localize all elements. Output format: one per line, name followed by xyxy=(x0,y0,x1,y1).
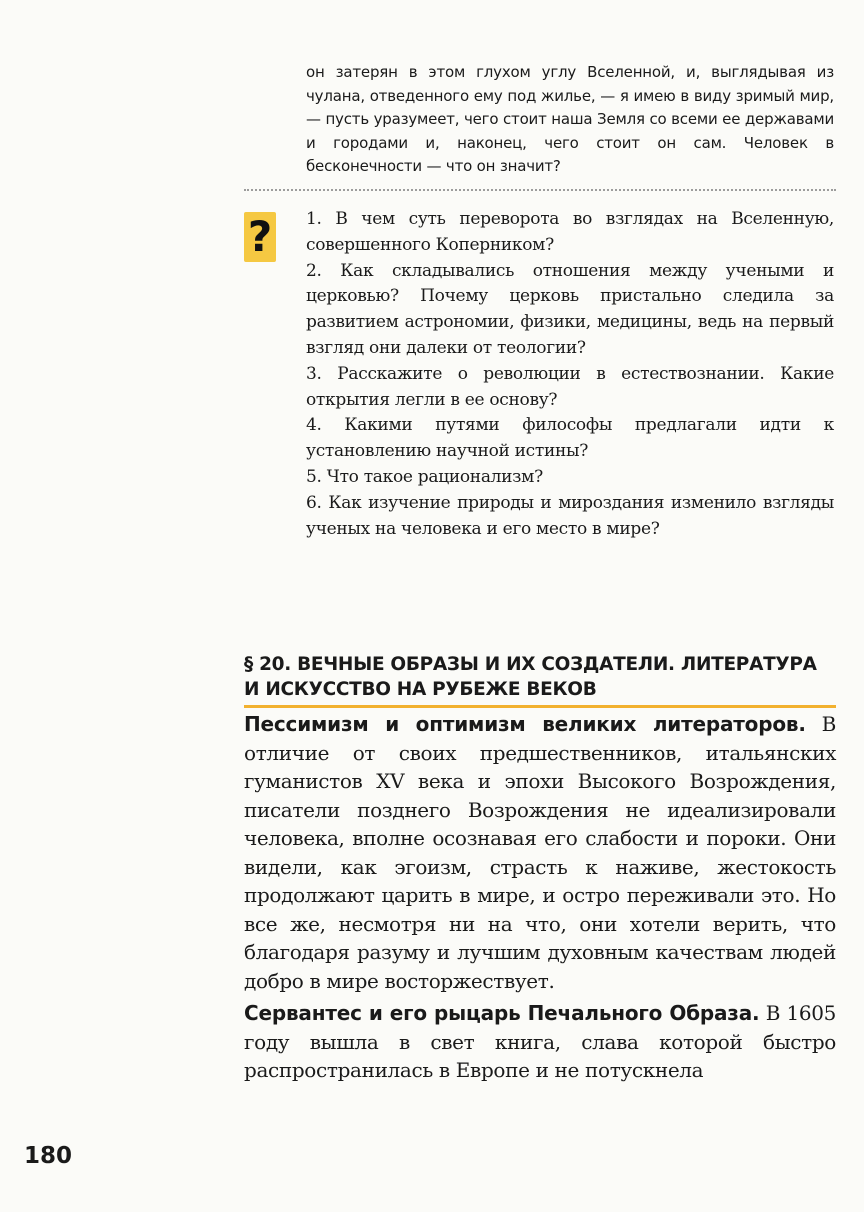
quote-passage xyxy=(306,61,834,179)
paragraph-text: В отличие от своих предшественников, итальянских гуманистов XV века и эпохи Высокого Возрождения, писатели позднего Возрождения не идеализировали человека, вполне осознавая его слабости и пороки. Они видели, как эгоизм, страсть к наживе, жестокость продолжают царить в мире, и остро переживали это. Но все же, несмотря ни на что, они хотели верить, что благодаря разуму и лучшим духовным качествам людей добро в мире восторжествует. xyxy=(244,712,836,993)
paragraph xyxy=(244,710,836,995)
paragraph-lead: Сервантес и его рыцарь Печального Образа. xyxy=(244,1001,760,1025)
question-item: 6. Как изучение природы и мироздания изменило взгляды ученых на человека и его место в мире? xyxy=(306,492,834,539)
section-heading: § 20. ВЕЧНЫЕ ОБРАЗЫ И ИХ СОЗДАТЕЛИ. ЛИТЕРАТУРА И ИСКУССТВО НА РУБЕЖЕ ВЕКОВ xyxy=(244,654,817,700)
quote-text: он затерян в этом глухом углу Вселенной, и, выглядывая из чулана, отведенного ему под жилье, — я имею в виду зримый мир, — пусть уразумеет, чего стоит наша Земля со всеми ее державами и городами и, наконец, чего стоит он сам. Человек в бесконечности — что он значит? xyxy=(306,63,834,175)
section-body xyxy=(244,710,836,1089)
page-number: 180 xyxy=(24,1143,73,1169)
heading-underline xyxy=(244,705,836,708)
paragraph xyxy=(244,999,836,1085)
question-item: 4. Какими путями философы предлагали идти к установлению научной истины? xyxy=(306,415,834,462)
question-item: 2. Как складывались отношения между учеными и церковью? Почему церковь пристально следила за развитием астрономии, физики, медицины, ведь на первый взгляд они далеки от теологии? xyxy=(306,260,834,358)
paragraph-lead: Пессимизм и оптимизм великих литераторов. xyxy=(244,712,806,736)
question-item: 5. Что такое рационализм? xyxy=(306,466,543,487)
question-mark-icon: ? xyxy=(244,212,276,262)
paragraph-text: В 1605 году вышла в свет книга, слава которой быстро распространилась в Европе и не потускнела xyxy=(244,1001,836,1082)
review-questions xyxy=(306,207,834,542)
question-item: 1. В чем суть переворота во взглядах на Вселенную, совершенного Коперником? xyxy=(306,209,834,255)
question-item: 3. Расскажите о революции в естествознании. Какие открытия легли в ее основу? xyxy=(306,363,834,410)
dotted-divider xyxy=(244,189,836,191)
